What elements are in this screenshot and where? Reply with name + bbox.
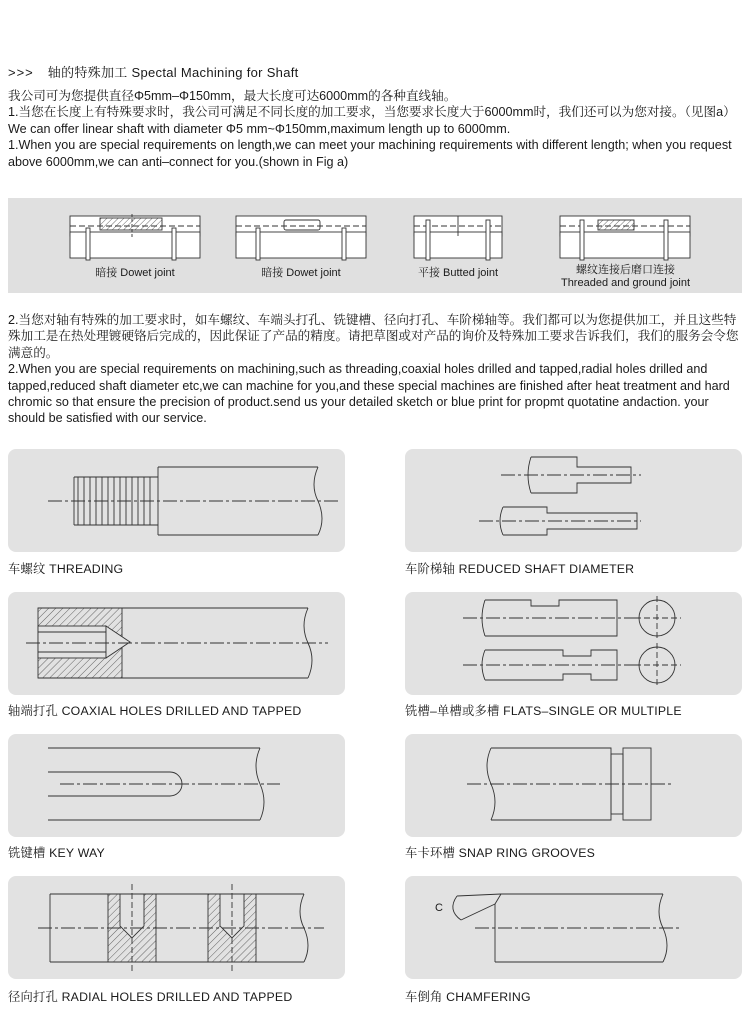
machining-paragraph xyxy=(8,312,748,427)
machining-cn: 2.当您对轴有特殊的加工要求时，如车螺纹、车端头打孔、铣键槽、径向打孔、车阶梯轴等。我们都可以为您提供加工，并且这些特殊加工是在热处理镀硬铬后完成的，因此保证了产品的精度。请把草图或对产品的询价及特殊加工要求告诉我们，我们的服务会令您满意的。 xyxy=(8,313,739,360)
threading-drawing xyxy=(8,449,345,552)
radial-holes-figure xyxy=(8,876,345,979)
intro-cn-1: 我公司可为您提供直径Φ5mm–Φ150mm，最大长度可达6000mm的各种直线轴。 xyxy=(8,89,457,103)
machining-en: 2.When you are special requirements on machining,such as threading,coaxial holes drilled and tapped,radial holes drilled and tapped,reduced shaft diameter etc,we can machine for you,and these special machines are finished after heat treatment and hard chromic so that ensure the precision of product.send us your detailed sketch or blue print for propmt quotatine andaction. your should be satisfied with our service. xyxy=(8,362,730,426)
threading-label: 车螺纹 THREADING xyxy=(8,562,124,576)
threading-figure xyxy=(8,449,345,552)
reduced-diameter-figure xyxy=(405,449,742,552)
flats-label: 铣槽–单槽或多槽 FLATS–SINGLE OR MULTIPLE xyxy=(405,704,682,718)
threaded-joint-drawing xyxy=(560,216,690,260)
snap-ring-drawing xyxy=(405,734,742,837)
section-title-text: 轴的特殊加工 Spectal Machining for Shaft xyxy=(47,65,299,80)
chamfering-drawing xyxy=(405,876,742,979)
joint-label-4 xyxy=(538,264,713,290)
coaxial-label: 轴端打孔 COAXIAL HOLES DRILLED AND TAPPED xyxy=(8,704,302,718)
dowel-joint-1-drawing xyxy=(70,214,200,260)
radial-holes-label: 径向打孔 RADIAL HOLES DRILLED AND TAPPED xyxy=(8,990,293,1004)
coaxial-figure xyxy=(8,592,345,695)
chamfer-mark: C xyxy=(435,902,443,914)
coaxial-drawing xyxy=(8,592,345,695)
joint-label-4-en: Threaded and ground joint xyxy=(560,277,691,289)
arrows-icon: >>> xyxy=(8,65,34,80)
joint-label-4-cn: 螺纹连接后磨口连接 xyxy=(576,264,675,276)
snap-ring-figure xyxy=(405,734,742,837)
keyway-label: 铣键槽 KEY WAY xyxy=(8,846,105,860)
radial-holes-drawing xyxy=(8,876,345,979)
joint-label-1: 暗接 Dowet joint xyxy=(95,267,175,279)
joint-figure-panel xyxy=(8,198,742,293)
chamfering-figure xyxy=(405,876,742,979)
dowel-joint-2-drawing xyxy=(236,216,366,260)
butted-joint-drawing xyxy=(414,216,502,260)
reduced-diameter-drawing xyxy=(405,449,742,552)
reduced-diameter-label: 车阶梯轴 REDUCED SHAFT DIAMETER xyxy=(405,562,635,576)
snap-ring-label: 车卡环槽 SNAP RING GROOVES xyxy=(405,846,596,860)
section-title xyxy=(8,62,299,81)
keyway-figure xyxy=(8,734,345,837)
chamfering-label: 车倒角 CHAMFERING xyxy=(405,990,531,1004)
joint-label-2: 暗接 Dowet joint xyxy=(261,267,341,279)
intro-cn-2: 1.当您在长度上有特殊要求时，我公司可满足不同长度的加工要求，当您要求长度大于6000mm时，我们还可以为您对接。（见图a） xyxy=(8,105,736,120)
joint-label-3: 平接 Butted joint xyxy=(417,267,499,279)
intro-en-1: We can offer linear shaft with diameter Φ5 mm~Φ150mm,maximum length up to 6000mm. xyxy=(8,121,511,136)
intro-en-2: 1.When you are special requirements on length,we can meet your machining requirements with different length; when you request above 6000mm,we can anti–connect for you.(shown in Fig a) xyxy=(8,138,732,169)
keyway-drawing xyxy=(8,734,345,837)
flats-figure xyxy=(405,592,742,695)
flats-drawing xyxy=(405,592,742,695)
intro-paragraph xyxy=(8,88,748,170)
